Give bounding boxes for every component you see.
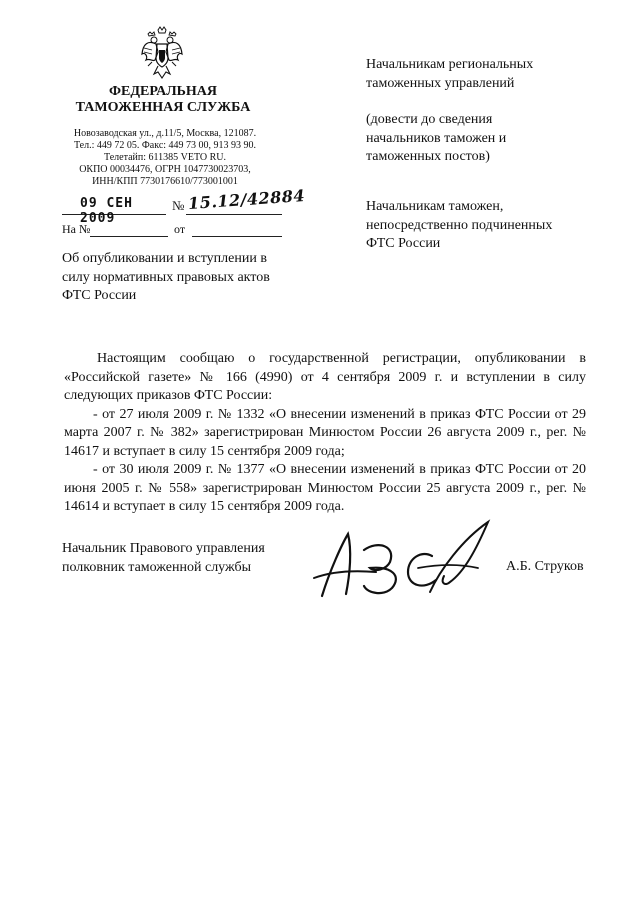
number-label: № — [172, 198, 185, 213]
recipient-line: непосредственно подчиненных — [366, 217, 553, 233]
recipients-block-2 — [366, 198, 606, 254]
body-item-1: - от 27 июля 2009 г. № 1332 «О внесении изменений в приказ ФТС России от 29 марта 2007 г. № 382» зарегистрирован Минюстом России 26 августа 2009 г., рег. № 14617 и вступает в силу 15 сентября 2009 года; — [64, 406, 586, 459]
okpo-ogrn-line: ОКПО 00034476, ОГРН 1047730023703, — [79, 164, 251, 175]
teletype-line: Телетайп: 611385 VETO RU. — [103, 152, 226, 163]
recipient-note-line: (довести до сведения — [366, 112, 493, 127]
date-field — [62, 196, 166, 226]
recipient-line: Начальникам таможен, — [366, 199, 504, 214]
inn-kpp-line: ИНН/КПП 7730176610/773001001 — [92, 176, 238, 187]
phone-fax-line: Тел.: 449 72 05. Факс: 449 73 00, 913 93 90. — [73, 140, 257, 151]
subject — [62, 250, 322, 306]
body-intro: Настоящим сообщаю о государственной регистрации, опубликовании в «Российской газете» № 166 (4990) от 4 сентября 2009 г. и вступлении в силу следующих приказов ФТС России: — [64, 351, 586, 403]
coat-of-arms-emblem — [140, 26, 184, 80]
recipient-line: таможенных управлений — [366, 75, 515, 91]
reference-label: На № — [62, 222, 91, 236]
reference-date-field — [192, 222, 282, 237]
reference-number-field — [90, 222, 168, 237]
address-line: Новозаводская ул., д.11/5, Москва, 121087. — [73, 128, 257, 139]
subject-line: ФТС России — [62, 288, 137, 303]
subject-line: силу нормативных правовых актов — [62, 269, 270, 285]
position-line: Начальник Правового управления — [62, 541, 265, 556]
recipient-note-line: таможенных постов) — [366, 149, 490, 164]
position-line: полковник таможенной службы — [62, 559, 252, 575]
reference-from-label: от — [174, 222, 186, 236]
body-item-2: - от 30 июля 2009 г. № 1377 «О внесении изменений в приказ ФТС России от 20 июня 2005 г. № 558» зарегистрирован Минюстом России 25 августа 2009 г., рег. № 14614 и вступает в силу 15 сентября 2009 года. — [64, 462, 586, 514]
handwritten-signature — [300, 510, 500, 610]
date-stamp: 09 СЕН 2009 — [80, 196, 133, 226]
organization-name-line1: ФЕДЕРАЛЬНАЯ — [108, 84, 217, 99]
recipient-note-line: начальников таможен и — [366, 130, 507, 146]
signatory-name: А.Б. Струков — [506, 559, 584, 574]
recipient-line: Начальникам региональных — [366, 57, 534, 72]
number-field — [186, 185, 306, 215]
recipient-line: ФТС России — [366, 236, 441, 251]
signatory-position — [62, 540, 322, 577]
recipients-block-1 — [366, 56, 606, 167]
subject-line: Об опубликовании и вступлении в — [62, 251, 267, 266]
organization-name-line2: ТАМОЖЕННАЯ СЛУЖБА — [75, 100, 251, 115]
letter-body — [64, 350, 586, 517]
handwritten-number: 15.12/42884 — [187, 185, 306, 214]
